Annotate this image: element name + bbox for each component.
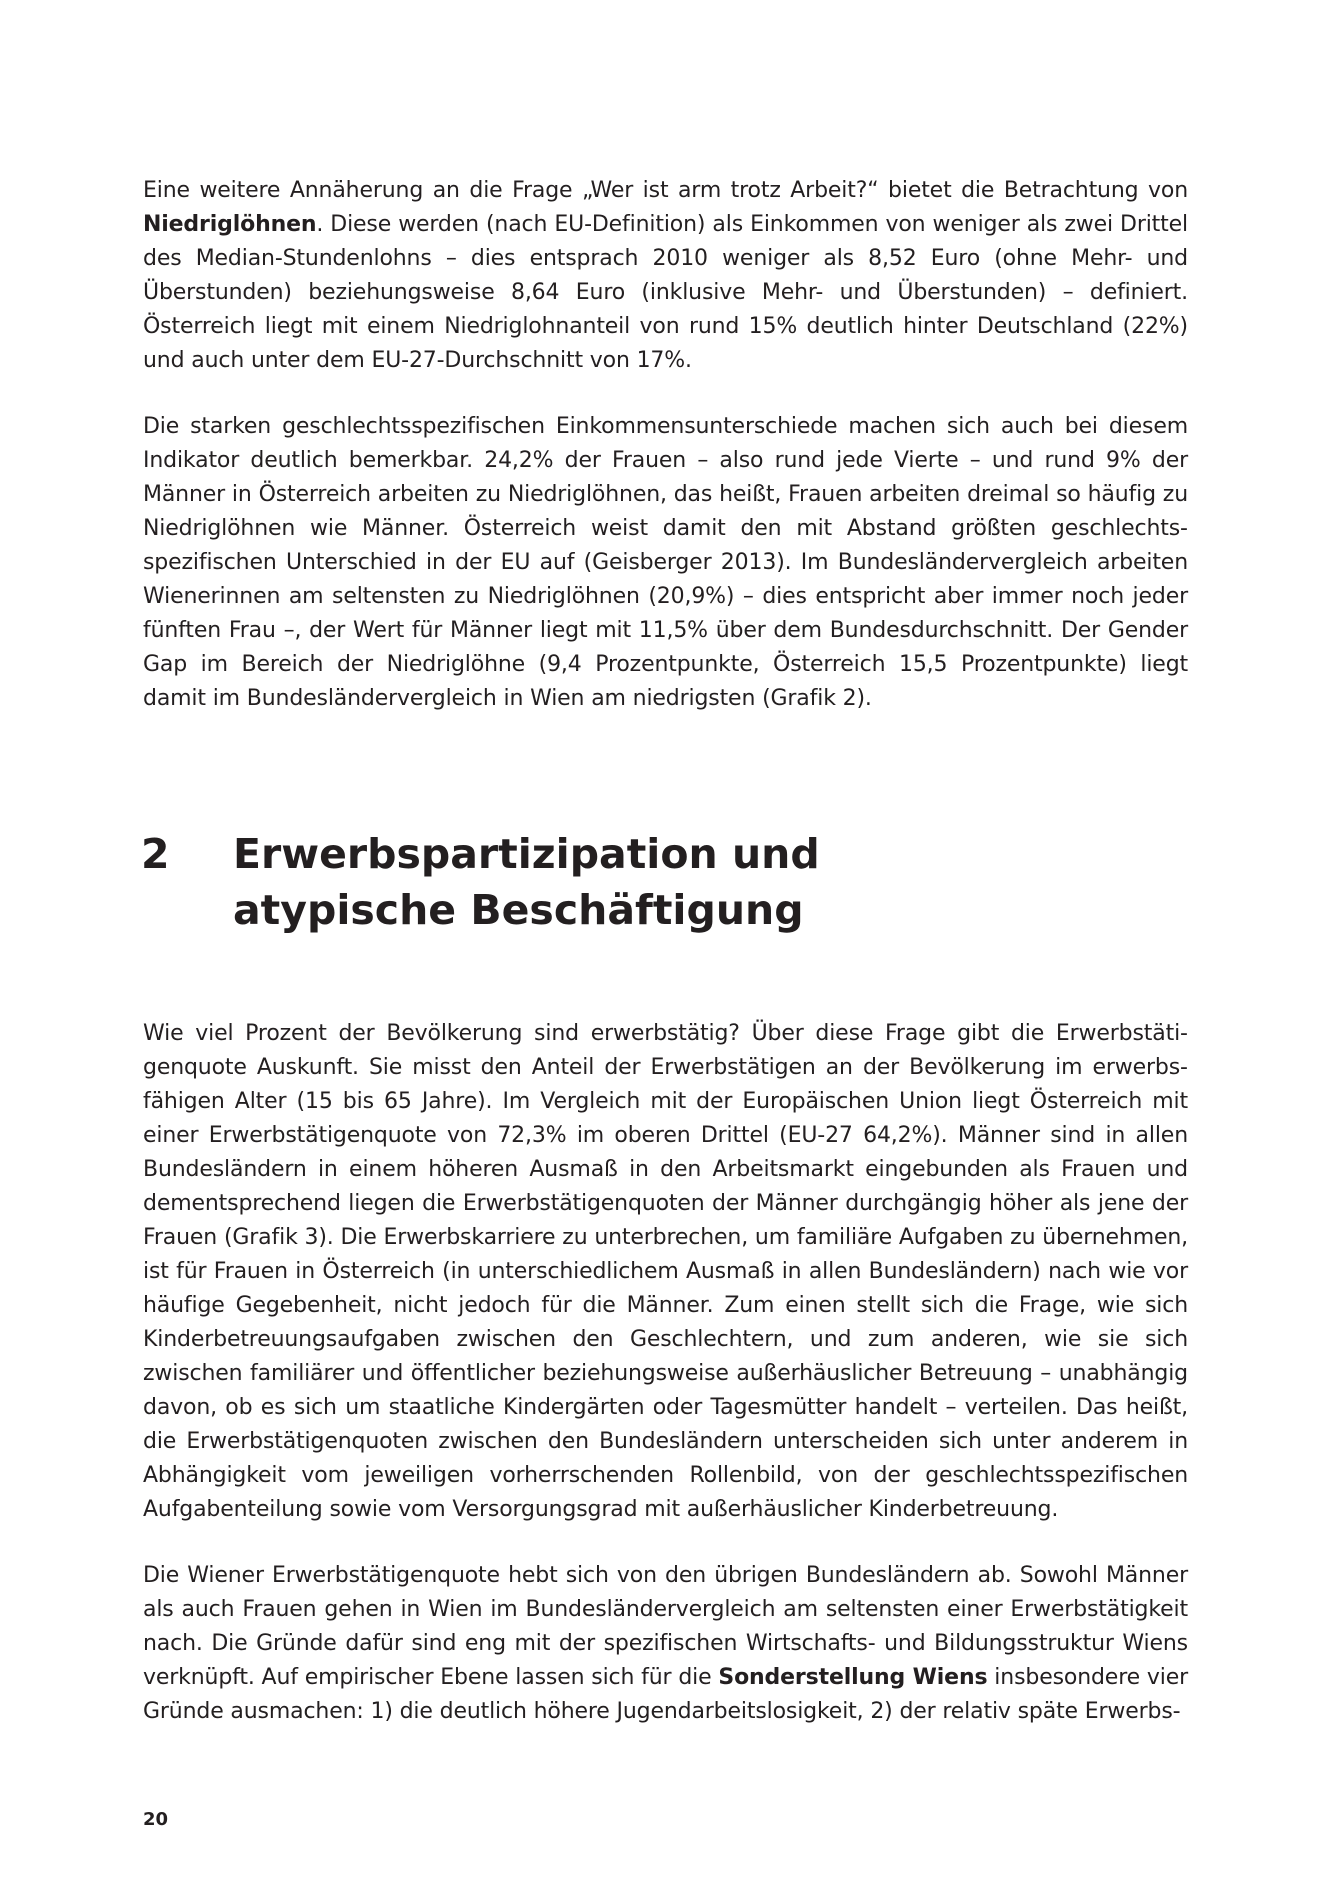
text-run: Die starken geschlechtsspezifischen Einkommensunterschiede machen sich auch bei diesem Indikator deutlich bemerkbar. 24,2% der Frauen – also rund jede Vierte – und rund 9% der Männer in Österreich arbeiten zu Niedriglöhnen, das heißt, Frauen arbeiten dreimal so häufig zu Niedriglöhnen wie Männer. Österreich weist damit den mit Abstand größten geschlechtsspezifischen Unterschied in der EU auf (Geisberger 2013). Im Bundesländervergleich arbeiten Wienerinnen am seltensten zu Niedriglöhnen (20,9%) – dies entspricht aber immer noch jeder fünften Frau –, der Wert für Männer liegt mit 11,5% über dem Bundesdurchschnitt. Der Gender Gap im Bereich der Niedriglöhne (9,4 Prozentpunkte, Österreich 15,5 Prozentpunkte) liegt damit im Bundesländervergleich in Wien am niedrigsten (Grafik 2). xyxy=(143,414,1188,711)
paragraph-low-wages xyxy=(143,174,1188,378)
text-run: insbesondere vier Gründe ausmachen: 1) die deutlich höhere Jugendarbeitslosigkeit, 2) der relativ späte Erwerbs- xyxy=(143,1665,1188,1724)
paragraph-gender-gap xyxy=(143,410,1188,716)
page-number: 20 xyxy=(143,1809,169,1830)
text-run: Wie viel Prozent der Bevölkerung sind erwerbstätig? Über diese Frage gibt die Erwerbstätigenquote Auskunft. Sie misst den Anteil der Erwerbstätigen an der Bevölkerung im erwerbsfähigen Alter (15 bis 65 Jahre). Im Vergleich mit der Europäischen Union liegt Österreich mit einer Erwerbstätigenquote von 72,3% im oberen Drittel (EU-27 64,2%). Männer sind in allen Bundesländern in einem höheren Ausmaß in den Arbeitsmarkt eingebunden als Frauen und dementsprechend liegen die Erwerbstätigenquoten der Männer durchgängig höher als jene der Frauen (Grafik 3). Die Erwerbskarriere zu unterbrechen, um familiäre Aufgaben zu übernehmen, ist für Frauen in Österreich (in unterschiedlichem Ausmaß in allen Bundesländern) nach wie vor häufige Gegebenheit, nicht jedoch für die Männer. Zum einen stellt sich die Frage, wie sich Kinderbetreuungsaufgaben zwischen den Geschlechtern, und zum anderen, wie sie sich zwischen familiärer und öffentlicher beziehungsweise außerhäuslicher Betreuung – unabhängig davon, ob es sich um staatliche Kindergärten oder Tagesmütter handelt – verteilen. Das heißt, die Erwerbstätigenquoten zwischen den Bundesländern unterscheiden sich unter anderem in Abhängigkeit vom jeweiligen vorherrschenden Rollenbild, von der geschlechtsspezifischen Aufgabenteilung sowie vom Versorgungsgrad mit außerhäuslicher Kinderbetreuung. xyxy=(143,1021,1188,1522)
text-run: . Diese werden (nach EU-Definition) als Einkommen von weniger als zwei Drittel des Median-Stundenlohns – dies entsprach 2010 weniger als 8,52 Euro (ohne Mehr- und Überstunden) beziehungsweise 8,64 Euro (inklusive Mehr- und Überstunden) – definiert. Österreich liegt mit einem Niedriglohnanteil von rund 15% deutlich hinter Deutschland (22%) und auch unter dem EU-27-Durchschnitt von 17%. xyxy=(143,212,1188,373)
text-run: Die Wiener Erwerbstätigenquote hebt sich von den übrigen Bundesländern ab. Sowohl Männer als auch Frauen gehen in Wien im Bundesländervergleich am seltensten einer Erwerbstätigkeit nach. Die Gründe dafür sind eng mit der spezifischen Wirtschafts- und Bildungsstruktur Wiens verknüpft. Auf empirischer Ebene lassen sich für die xyxy=(143,1563,1188,1690)
paragraph-vienna xyxy=(143,1559,1188,1729)
bold-term: Niedriglöhnen xyxy=(143,212,317,237)
section-title: Erwerbspartizipation und atypische Beschäftigung xyxy=(233,830,820,934)
section-number: 2 xyxy=(141,830,170,878)
paragraph-employment-rate xyxy=(143,1017,1188,1527)
bold-term: Sonderstellung Wiens xyxy=(718,1665,988,1690)
text-run: Eine weitere Annäherung an die Frage „Wer ist arm trotz Arbeit?“ bietet die Betrachtung von xyxy=(143,178,1188,203)
